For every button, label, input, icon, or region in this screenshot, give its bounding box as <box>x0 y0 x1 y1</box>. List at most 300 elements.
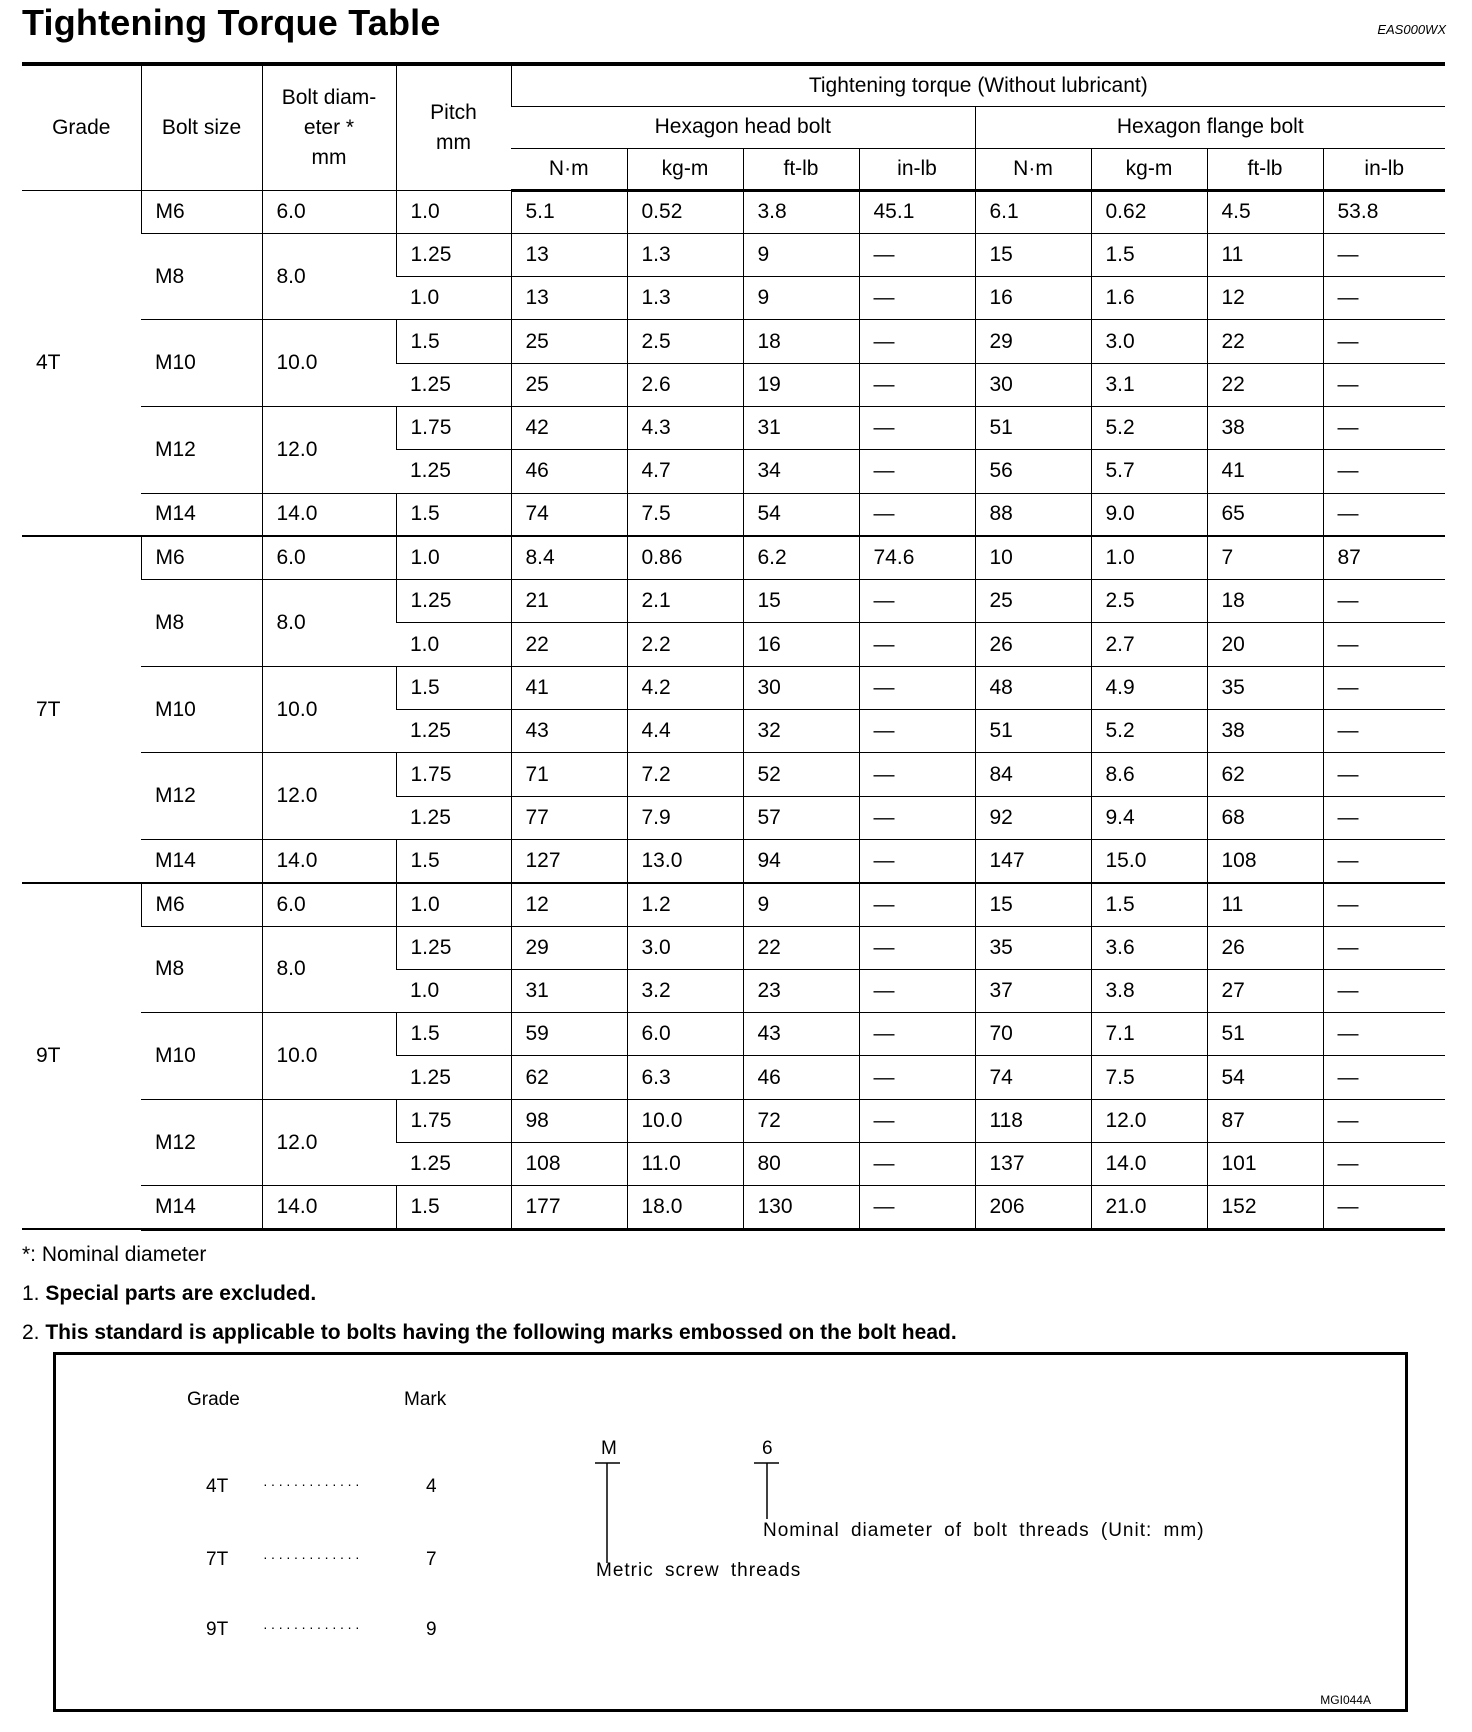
table-row <box>22 883 1445 926</box>
pitch-cell: 1.25 <box>396 450 511 493</box>
pitch-cell: 1.25 <box>396 926 511 969</box>
flange-inlb-cell: 87 <box>1323 536 1445 579</box>
head-ftlb-cell: 9 <box>743 883 859 926</box>
note-text: Special parts are excluded. <box>45 1282 317 1305</box>
head-nm-cell: 127 <box>511 839 627 882</box>
flange-ftlb-cell: 12 <box>1207 277 1323 320</box>
head-nm-cell: 42 <box>511 406 627 449</box>
bolt-diameter-cell: 14.0 <box>262 1186 396 1229</box>
bolt-size-cell: M10 <box>141 666 262 753</box>
head-ftlb-cell: 22 <box>743 926 859 969</box>
flange-nm-cell: 92 <box>975 796 1091 839</box>
head-kgm-cell: 1.3 <box>627 277 743 320</box>
flange-nm-cell: 206 <box>975 1186 1091 1229</box>
unit-header: ft-lb <box>1207 148 1323 190</box>
head-ftlb-cell: 80 <box>743 1143 859 1186</box>
bolt-diameter-cell: 8.0 <box>262 926 396 1013</box>
flange-ftlb-cell: 7 <box>1207 536 1323 579</box>
bolt-diameter-cell: 10.0 <box>262 320 396 407</box>
head-ftlb-cell: 18 <box>743 320 859 363</box>
pitch-cell: 1.25 <box>396 710 511 753</box>
bolt-diameter-cell: 6.0 <box>262 190 396 233</box>
table-row <box>22 493 1445 536</box>
grade-cell: 4T <box>22 190 141 536</box>
torque-table <box>22 62 1445 1231</box>
head-inlb-cell: — <box>859 320 975 363</box>
flange-ftlb-cell: 4.5 <box>1207 190 1323 233</box>
flange-kgm-cell: 5.2 <box>1091 406 1207 449</box>
bolt-diameter-cell: 6.0 <box>262 536 396 579</box>
head-nm-cell: 43 <box>511 710 627 753</box>
pitch-cell: 1.25 <box>396 1143 511 1186</box>
head-kgm-cell: 2.2 <box>627 623 743 666</box>
mark-grade: 4T <box>206 1476 229 1497</box>
flange-nm-cell: 118 <box>975 1099 1091 1142</box>
flange-ftlb-cell: 108 <box>1207 839 1323 882</box>
header-hex-head: Hexagon head bolt <box>511 106 975 148</box>
pitch-cell: 1.5 <box>396 320 511 363</box>
head-kgm-cell: 2.5 <box>627 320 743 363</box>
bolt-size-cell: M12 <box>141 1099 262 1186</box>
flange-kgm-cell: 3.0 <box>1091 320 1207 363</box>
head-kgm-cell: 3.2 <box>627 969 743 1012</box>
head-kgm-cell: 11.0 <box>627 1143 743 1186</box>
head-kgm-cell: 13.0 <box>627 839 743 882</box>
flange-nm-cell: 15 <box>975 883 1091 926</box>
pitch-cell: 1.5 <box>396 493 511 536</box>
mark-value: 7 <box>426 1549 437 1570</box>
head-nm-cell: 22 <box>511 623 627 666</box>
flange-nm-cell: 88 <box>975 493 1091 536</box>
flange-nm-cell: 29 <box>975 320 1091 363</box>
head-nm-cell: 98 <box>511 1099 627 1142</box>
flange-ftlb-cell: 11 <box>1207 233 1323 276</box>
flange-kgm-cell: 4.9 <box>1091 666 1207 709</box>
header-bolt-size: Bolt size <box>141 64 262 190</box>
head-nm-cell: 25 <box>511 320 627 363</box>
unit-header: in-lb <box>1323 148 1445 190</box>
pitch-cell: 1.0 <box>396 536 511 579</box>
table-row <box>22 666 1445 709</box>
bolt-size-cell: M6 <box>141 190 262 233</box>
head-ftlb-cell: 3.8 <box>743 190 859 233</box>
head-kgm-cell: 4.3 <box>627 406 743 449</box>
table-row <box>22 320 1445 363</box>
bolt-diameter-cell: 6.0 <box>262 883 396 926</box>
bolt-size-cell: M8 <box>141 233 262 320</box>
bolt-diameter-cell: 14.0 <box>262 839 396 882</box>
flange-nm-cell: 147 <box>975 839 1091 882</box>
bolt-diameter-cell: 8.0 <box>262 233 396 320</box>
flange-kgm-cell: 3.8 <box>1091 969 1207 1012</box>
head-ftlb-cell: 72 <box>743 1099 859 1142</box>
flange-nm-cell: 84 <box>975 753 1091 796</box>
head-nm-cell: 31 <box>511 969 627 1012</box>
bolt-diameter-cell: 12.0 <box>262 753 396 840</box>
flange-ftlb-cell: 101 <box>1207 1143 1323 1186</box>
flange-kgm-cell: 3.1 <box>1091 363 1207 406</box>
thread-digit-6: 6 <box>762 1438 773 1459</box>
flange-nm-cell: 10 <box>975 536 1091 579</box>
head-nm-cell: 25 <box>511 363 627 406</box>
mark-grade: 7T <box>206 1549 229 1570</box>
flange-ftlb-cell: 38 <box>1207 710 1323 753</box>
head-nm-cell: 13 <box>511 277 627 320</box>
head-ftlb-cell: 54 <box>743 493 859 536</box>
head-nm-cell: 59 <box>511 1013 627 1056</box>
table-row <box>22 580 1445 623</box>
bolt-size-cell: M14 <box>141 1186 262 1229</box>
head-ftlb-cell: 9 <box>743 233 859 276</box>
bolt-size-cell: M10 <box>141 320 262 407</box>
head-kgm-cell: 6.0 <box>627 1013 743 1056</box>
head-kgm-cell: 4.4 <box>627 710 743 753</box>
table-row <box>22 233 1445 276</box>
flange-inlb-cell: — <box>1323 883 1445 926</box>
leader-dots: ············· <box>263 1476 363 1492</box>
flange-ftlb-cell: 20 <box>1207 623 1323 666</box>
flange-inlb-cell: — <box>1323 926 1445 969</box>
head-inlb-cell: 74.6 <box>859 536 975 579</box>
pitch-cell: 1.75 <box>396 406 511 449</box>
head-ftlb-cell: 30 <box>743 666 859 709</box>
head-inlb-cell: — <box>859 969 975 1012</box>
bolt-diameter-cell: 8.0 <box>262 580 396 667</box>
head-ftlb-cell: 9 <box>743 277 859 320</box>
flange-inlb-cell: — <box>1323 1099 1445 1142</box>
head-kgm-cell: 2.1 <box>627 580 743 623</box>
head-inlb-cell: — <box>859 406 975 449</box>
head-inlb-cell: — <box>859 233 975 276</box>
header-hex-flange: Hexagon flange bolt <box>975 106 1445 148</box>
flange-nm-cell: 51 <box>975 406 1091 449</box>
bolt-size-cell: M8 <box>141 926 262 1013</box>
head-inlb-cell: — <box>859 580 975 623</box>
flange-ftlb-cell: 65 <box>1207 493 1323 536</box>
head-inlb-cell: — <box>859 883 975 926</box>
table-row <box>22 1099 1445 1142</box>
pitch-cell: 1.0 <box>396 883 511 926</box>
head-nm-cell: 12 <box>511 883 627 926</box>
flange-nm-cell: 30 <box>975 363 1091 406</box>
unit-header: in-lb <box>859 148 975 190</box>
nominal-diameter-label: Nominal diameter of bolt threads (Unit: mm) <box>763 1520 1205 1541</box>
flange-ftlb-cell: 38 <box>1207 406 1323 449</box>
figure-code: MGI044A <box>1320 1693 1371 1707</box>
flange-inlb-cell: — <box>1323 320 1445 363</box>
head-inlb-cell: — <box>859 753 975 796</box>
head-kgm-cell: 3.0 <box>627 926 743 969</box>
flange-nm-cell: 6.1 <box>975 190 1091 233</box>
flange-inlb-cell: — <box>1323 493 1445 536</box>
flange-inlb-cell: — <box>1323 1186 1445 1229</box>
head-ftlb-cell: 6.2 <box>743 536 859 579</box>
head-inlb-cell: — <box>859 1013 975 1056</box>
flange-nm-cell: 70 <box>975 1013 1091 1056</box>
flange-kgm-cell: 2.7 <box>1091 623 1207 666</box>
grade-cell: 9T <box>22 883 141 1229</box>
flange-ftlb-cell: 62 <box>1207 753 1323 796</box>
flange-nm-cell: 16 <box>975 277 1091 320</box>
flange-inlb-cell: — <box>1323 710 1445 753</box>
head-nm-cell: 177 <box>511 1186 627 1229</box>
flange-ftlb-cell: 18 <box>1207 580 1323 623</box>
head-nm-cell: 41 <box>511 666 627 709</box>
head-inlb-cell: — <box>859 796 975 839</box>
flange-kgm-cell: 12.0 <box>1091 1099 1207 1142</box>
note-text: This standard is applicable to bolts having the following marks embossed on the bolt head. <box>45 1321 957 1344</box>
head-inlb-cell: — <box>859 1056 975 1099</box>
pitch-cell: 1.0 <box>396 623 511 666</box>
head-kgm-cell: 7.2 <box>627 753 743 796</box>
head-nm-cell: 62 <box>511 1056 627 1099</box>
flange-inlb-cell: — <box>1323 969 1445 1012</box>
head-kgm-cell: 18.0 <box>627 1186 743 1229</box>
head-nm-cell: 5.1 <box>511 190 627 233</box>
head-ftlb-cell: 46 <box>743 1056 859 1099</box>
unit-header: N·m <box>511 148 627 190</box>
head-nm-cell: 77 <box>511 796 627 839</box>
head-ftlb-cell: 15 <box>743 580 859 623</box>
head-ftlb-cell: 94 <box>743 839 859 882</box>
flange-ftlb-cell: 68 <box>1207 796 1323 839</box>
head-kgm-cell: 7.5 <box>627 493 743 536</box>
head-nm-cell: 8.4 <box>511 536 627 579</box>
flange-nm-cell: 51 <box>975 710 1091 753</box>
head-kgm-cell: 2.6 <box>627 363 743 406</box>
pitch-cell: 1.25 <box>396 796 511 839</box>
head-kgm-cell: 0.86 <box>627 536 743 579</box>
torque-table-body <box>22 190 1445 1229</box>
flange-kgm-cell: 7.1 <box>1091 1013 1207 1056</box>
note-number: 1. <box>22 1282 40 1305</box>
head-ftlb-cell: 19 <box>743 363 859 406</box>
flange-nm-cell: 137 <box>975 1143 1091 1186</box>
flange-kgm-cell: 1.0 <box>1091 536 1207 579</box>
header-bolt-diameter: Bolt diam- eter * mm <box>262 64 396 190</box>
head-nm-cell: 71 <box>511 753 627 796</box>
head-inlb-cell: — <box>859 493 975 536</box>
flange-kgm-cell: 21.0 <box>1091 1186 1207 1229</box>
table-row <box>22 536 1445 579</box>
flange-kgm-cell: 5.7 <box>1091 450 1207 493</box>
flange-ftlb-cell: 22 <box>1207 363 1323 406</box>
flange-inlb-cell: — <box>1323 233 1445 276</box>
unit-header: ft-lb <box>743 148 859 190</box>
head-inlb-cell: — <box>859 1143 975 1186</box>
head-ftlb-cell: 34 <box>743 450 859 493</box>
head-inlb-cell: — <box>859 1186 975 1229</box>
flange-kgm-cell: 14.0 <box>1091 1143 1207 1186</box>
flange-ftlb-cell: 41 <box>1207 450 1323 493</box>
mark-value: 4 <box>426 1476 437 1497</box>
flange-ftlb-cell: 152 <box>1207 1186 1323 1229</box>
flange-kgm-cell: 3.6 <box>1091 926 1207 969</box>
head-kgm-cell: 4.7 <box>627 450 743 493</box>
head-inlb-cell: — <box>859 1099 975 1142</box>
head-kgm-cell: 6.3 <box>627 1056 743 1099</box>
flange-ftlb-cell: 26 <box>1207 926 1323 969</box>
flange-inlb-cell: — <box>1323 406 1445 449</box>
head-nm-cell: 21 <box>511 580 627 623</box>
bolt-size-cell: M6 <box>141 883 262 926</box>
bolt-size-cell: M8 <box>141 580 262 667</box>
head-nm-cell: 13 <box>511 233 627 276</box>
flange-inlb-cell: — <box>1323 839 1445 882</box>
pitch-cell: 1.25 <box>396 233 511 276</box>
head-inlb-cell: — <box>859 839 975 882</box>
unit-header: kg-m <box>1091 148 1207 190</box>
bolt-diameter-cell: 12.0 <box>262 1099 396 1186</box>
pitch-cell: 1.25 <box>396 363 511 406</box>
pitch-cell: 1.25 <box>396 580 511 623</box>
flange-nm-cell: 37 <box>975 969 1091 1012</box>
flange-inlb-cell: — <box>1323 1143 1445 1186</box>
head-kgm-cell: 1.2 <box>627 883 743 926</box>
pitch-cell: 1.0 <box>396 190 511 233</box>
table-row <box>22 406 1445 449</box>
head-inlb-cell: — <box>859 666 975 709</box>
flange-ftlb-cell: 35 <box>1207 666 1323 709</box>
head-kgm-cell: 7.9 <box>627 796 743 839</box>
unit-header: N·m <box>975 148 1091 190</box>
bolt-size-cell: M14 <box>141 839 262 882</box>
flange-inlb-cell: — <box>1323 1013 1445 1056</box>
leader-dots: ············· <box>263 1549 363 1565</box>
flange-kgm-cell: 9.0 <box>1091 493 1207 536</box>
flange-nm-cell: 25 <box>975 580 1091 623</box>
flange-nm-cell: 15 <box>975 233 1091 276</box>
head-kgm-cell: 4.2 <box>627 666 743 709</box>
flange-ftlb-cell: 54 <box>1207 1056 1323 1099</box>
head-inlb-cell: — <box>859 277 975 320</box>
flange-inlb-cell: — <box>1323 796 1445 839</box>
flange-kgm-cell: 1.5 <box>1091 233 1207 276</box>
flange-ftlb-cell: 87 <box>1207 1099 1323 1142</box>
section-code: EAS000WX <box>1377 22 1446 37</box>
grade-cell: 7T <box>22 536 141 882</box>
bolt-mark-figure <box>53 1352 1408 1712</box>
table-row <box>22 926 1445 969</box>
flange-inlb-cell: — <box>1323 277 1445 320</box>
pitch-cell: 1.25 <box>396 1056 511 1099</box>
bolt-diameter-cell: 12.0 <box>262 406 396 493</box>
mark-value: 9 <box>426 1619 437 1640</box>
mark-grade: 9T <box>206 1619 229 1640</box>
table-row <box>22 190 1445 233</box>
flange-kgm-cell: 1.5 <box>1091 883 1207 926</box>
flange-kgm-cell: 8.6 <box>1091 753 1207 796</box>
flange-ftlb-cell: 27 <box>1207 969 1323 1012</box>
head-ftlb-cell: 57 <box>743 796 859 839</box>
notes <box>22 1240 957 1357</box>
flange-inlb-cell: — <box>1323 450 1445 493</box>
head-ftlb-cell: 31 <box>743 406 859 449</box>
flange-inlb-cell: — <box>1323 666 1445 709</box>
thread-letter-m: M <box>601 1438 617 1459</box>
head-ftlb-cell: 23 <box>743 969 859 1012</box>
head-inlb-cell: — <box>859 623 975 666</box>
head-ftlb-cell: 130 <box>743 1186 859 1229</box>
flange-inlb-cell: — <box>1323 753 1445 796</box>
table-row <box>22 753 1445 796</box>
flange-kgm-cell: 1.6 <box>1091 277 1207 320</box>
bolt-size-cell: M6 <box>141 536 262 579</box>
mark-grade-header: Grade <box>187 1389 240 1410</box>
head-ftlb-cell: 43 <box>743 1013 859 1056</box>
flange-inlb-cell: — <box>1323 363 1445 406</box>
bolt-size-cell: M12 <box>141 753 262 840</box>
flange-inlb-cell: — <box>1323 580 1445 623</box>
flange-kgm-cell: 2.5 <box>1091 580 1207 623</box>
bolt-size-cell: M12 <box>141 406 262 493</box>
header-grade: Grade <box>22 64 141 190</box>
head-inlb-cell: — <box>859 710 975 753</box>
head-inlb-cell: — <box>859 450 975 493</box>
pitch-cell: 1.0 <box>396 969 511 1012</box>
bolt-size-cell: M10 <box>141 1013 262 1100</box>
flange-inlb-cell: — <box>1323 623 1445 666</box>
note-item <box>22 1279 957 1318</box>
head-kgm-cell: 1.3 <box>627 233 743 276</box>
head-inlb-cell: — <box>859 926 975 969</box>
head-ftlb-cell: 16 <box>743 623 859 666</box>
flange-kgm-cell: 7.5 <box>1091 1056 1207 1099</box>
flange-kgm-cell: 9.4 <box>1091 796 1207 839</box>
flange-nm-cell: 35 <box>975 926 1091 969</box>
pitch-cell: 1.75 <box>396 753 511 796</box>
head-nm-cell: 74 <box>511 493 627 536</box>
flange-kgm-cell: 15.0 <box>1091 839 1207 882</box>
head-ftlb-cell: 32 <box>743 710 859 753</box>
head-kgm-cell: 0.52 <box>627 190 743 233</box>
head-nm-cell: 29 <box>511 926 627 969</box>
metric-threads-label: Metric screw threads <box>596 1560 802 1581</box>
flange-kgm-cell: 0.62 <box>1091 190 1207 233</box>
bolt-size-cell: M14 <box>141 493 262 536</box>
mark-header: Mark <box>404 1389 447 1410</box>
head-ftlb-cell: 52 <box>743 753 859 796</box>
head-inlb-cell: — <box>859 363 975 406</box>
flange-inlb-cell: — <box>1323 1056 1445 1099</box>
table-row <box>22 1186 1445 1229</box>
note-number: 2. <box>22 1321 40 1344</box>
bolt-diameter-cell: 10.0 <box>262 666 396 753</box>
header-pitch: Pitch mm <box>396 64 511 190</box>
bolt-diameter-cell: 10.0 <box>262 1013 396 1100</box>
pitch-cell: 1.5 <box>396 1013 511 1056</box>
flange-nm-cell: 26 <box>975 623 1091 666</box>
flange-nm-cell: 48 <box>975 666 1091 709</box>
unit-header: kg-m <box>627 148 743 190</box>
leader-dots: ············· <box>263 1619 363 1635</box>
flange-ftlb-cell: 22 <box>1207 320 1323 363</box>
footnote: *: Nominal diameter <box>22 1243 207 1266</box>
page-title: Tightening Torque Table <box>22 2 441 43</box>
head-kgm-cell: 10.0 <box>627 1099 743 1142</box>
head-nm-cell: 108 <box>511 1143 627 1186</box>
pitch-cell: 1.0 <box>396 277 511 320</box>
flange-nm-cell: 74 <box>975 1056 1091 1099</box>
pitch-cell: 1.75 <box>396 1099 511 1142</box>
flange-ftlb-cell: 11 <box>1207 883 1323 926</box>
bolt-diameter-cell: 14.0 <box>262 493 396 536</box>
head-nm-cell: 46 <box>511 450 627 493</box>
pitch-cell: 1.5 <box>396 1186 511 1229</box>
header-torque: Tightening torque (Without lubricant) <box>511 64 1445 106</box>
head-inlb-cell: 45.1 <box>859 190 975 233</box>
pitch-cell: 1.5 <box>396 666 511 709</box>
